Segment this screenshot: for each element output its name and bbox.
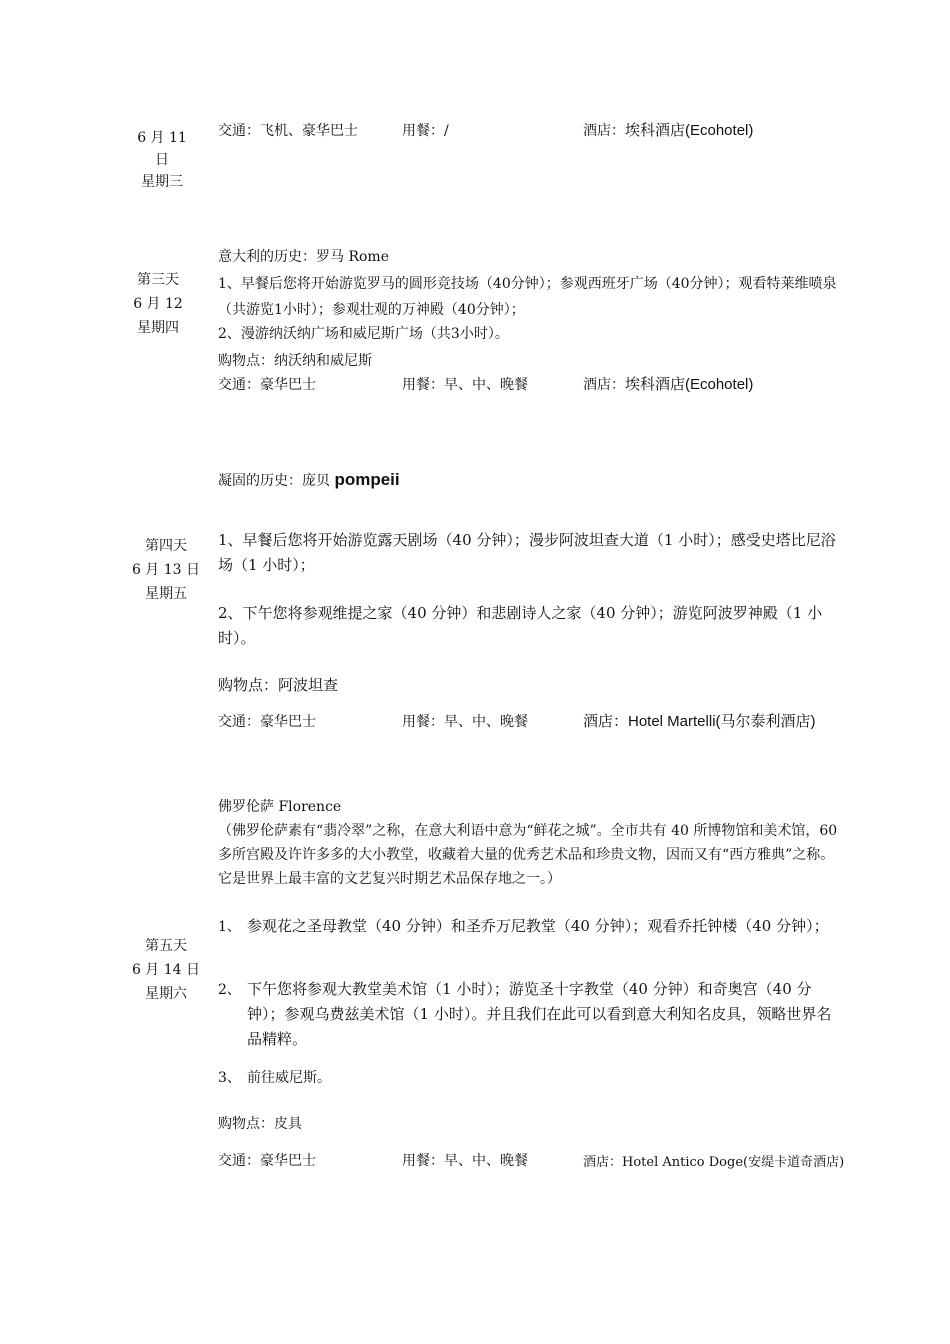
day4-hotel: 酒店：Hotel Martelli(马尔泰利酒店) <box>583 713 816 730</box>
day5-weekday: 星期六 <box>145 986 187 1002</box>
day5-day-label: 第五天 <box>145 938 187 954</box>
day5-transport: 交通：豪华巴士 <box>218 1153 316 1169</box>
day5-item: 参观花之圣母教堂（40 分钟）和圣乔万尼教堂（40 分钟）；观看乔托钟楼（40 分钟）； <box>247 917 829 935</box>
day2-meals: 用餐：/ <box>402 123 449 139</box>
day2-hotel-label: 酒店： <box>583 123 625 139</box>
day4-date-block <box>128 534 204 606</box>
day5-item-number: 2、 <box>218 982 241 998</box>
day5-item-number: 1、 <box>218 919 241 935</box>
day4-shopping: 购物点：阿波坦查 <box>218 676 339 694</box>
day3-hotel-name: 埃科酒店(Ecohotel) <box>625 376 754 393</box>
day4-weekday: 星期五 <box>145 586 187 602</box>
day2-hotel <box>583 119 753 140</box>
day3-date-block <box>128 268 188 340</box>
day3-item: 2、漫游纳沃纳广场和威尼斯广场（共3小时）。 <box>218 326 509 342</box>
day3-meals: 用餐：早、中、晚餐 <box>402 377 528 393</box>
day3-hotel <box>583 373 753 394</box>
day2-date-line: 6 月 11 <box>137 130 187 146</box>
day5-item: 前往威尼斯。 <box>247 1070 331 1086</box>
day4-meals: 用餐：早、中、晚餐 <box>402 714 528 730</box>
day2-weekday: 星期三 <box>141 174 183 190</box>
day2-transport: 交通：飞机、豪华巴士 <box>218 123 358 139</box>
day5-date: 6 月 14 日 <box>131 962 201 978</box>
day5-intro: （佛罗伦萨素有“翡冷翠”之称，在意大利语中意为“鲜花之城”。全市共有 40 所博物馆和美术馆，60 多所宫殿及许许多多的大小教堂，收藏着大量的优秀艺术品和珍贵文物，因而又有“西方雅典”之称。它是世界上最丰富的文艺复兴时期艺术品保存地之一。） <box>218 823 838 887</box>
day4-title <box>218 470 400 490</box>
day3-day-label: 第三天 <box>137 272 179 288</box>
day5-item: 下午您将参观大教堂美术馆（1 小时）；游览圣十字教堂（40 分钟）和奇奥宫（40 分钟）；参观乌费兹美术馆（1 小时）。并且我们在此可以看到意大利知名皮具，领略世界名品精粹。 <box>247 980 832 1048</box>
day2-date-line: 日 <box>155 152 169 168</box>
day5-meals: 用餐：早、中、晚餐 <box>402 1153 528 1169</box>
day5-date-block <box>128 934 204 1006</box>
day4-day-label: 第四天 <box>145 538 187 554</box>
day5-hotel: 酒店：Hotel Antico Doge(安缇卡道奇酒店) <box>583 1155 845 1170</box>
day5-title: 佛罗伦萨 Florence <box>218 799 342 815</box>
day2-hotel-name: 埃科酒店(Ecohotel) <box>625 122 754 139</box>
day4-title-en: pompeii <box>334 470 400 489</box>
day3-date: 6 月 12 <box>133 296 183 312</box>
day3-hotel-label: 酒店： <box>583 377 625 393</box>
day3-shopping: 购物点：纳沃纳和威尼斯 <box>218 353 372 369</box>
day2-date-block <box>128 127 196 193</box>
day4-title-prefix: 凝固的历史：庞贝 <box>218 473 335 489</box>
day3-weekday: 星期四 <box>137 320 179 336</box>
day5-shopping: 购物点：皮具 <box>218 1116 302 1132</box>
day4-date: 6 月 13 日 <box>131 562 201 578</box>
day3-item: 1、早餐后您将开始游览罗马的圆形竞技场（40分钟）；参观西班牙广场（40分钟）；观看特莱维喷泉（共游览1小时）；参观壮观的万神殿（40分钟）； <box>218 276 837 318</box>
day3-title: 意大利的历史：罗马 Rome <box>218 249 389 265</box>
day4-transport: 交通：豪华巴士 <box>218 714 316 730</box>
day5-item-number: 3、 <box>218 1070 241 1086</box>
day3-transport: 交通：豪华巴士 <box>218 377 316 393</box>
day4-item: 1、早餐后您将开始游览露天剧场（40 分钟）；漫步阿波坦查大道（1 小时）；感受史塔比尼浴场（1 小时）； <box>218 531 836 574</box>
day4-item: 2、下午您将参观维提之家（40 分钟）和悲剧诗人之家（40 分钟）；游览阿波罗神殿（1 小时）。 <box>218 604 823 647</box>
